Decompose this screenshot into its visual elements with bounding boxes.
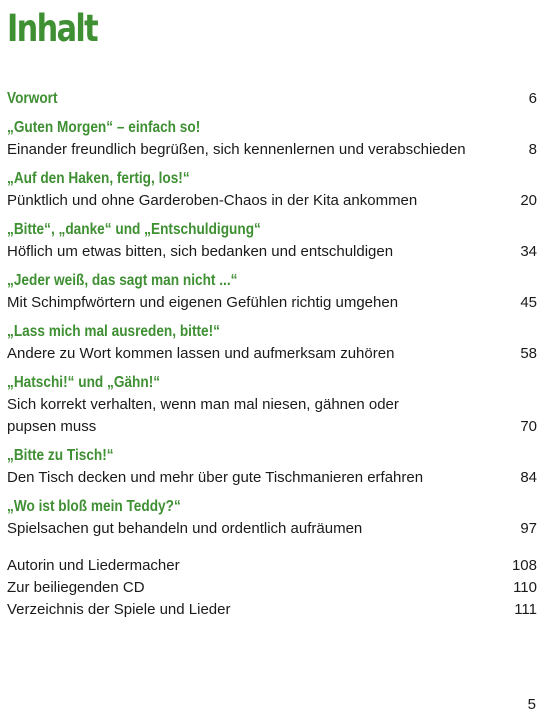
toc-extra-entry[interactable] — [7, 555, 537, 577]
section-spacer — [7, 547, 537, 555]
toc-page-number: 110 — [513, 579, 537, 596]
toc-entry[interactable] — [7, 372, 537, 438]
toc-entry[interactable] — [7, 270, 537, 314]
toc-entry[interactable] — [7, 219, 537, 263]
toc-description-line: Sich korrekt verhalten, wenn man mal niesen, gähnen oder — [7, 396, 399, 413]
toc-description: Pünktlich und ohne Garderoben-Chaos in der Kita ankommen — [7, 192, 418, 209]
toc-description: Höflich um etwas bitten, sich bedanken und entschuldigen — [7, 243, 394, 260]
toc-entry[interactable] — [7, 445, 537, 489]
toc-page-number: 111 — [514, 601, 537, 618]
toc-heading: „Bitte“, „danke“ und „Entschuldigung“ — [7, 221, 261, 238]
toc-entry[interactable] — [7, 168, 537, 212]
toc-description: Andere zu Wort kommen lassen und aufmerksam zuhören — [7, 345, 395, 362]
toc-extra-label: Autorin und Liedermacher — [7, 557, 180, 574]
toc-entry-vorwort[interactable] — [7, 88, 537, 110]
toc-description-line: pupsen muss — [7, 418, 97, 435]
toc-heading: „Jeder weiß, das sagt man nicht ...“ — [7, 272, 238, 289]
toc-entry[interactable] — [7, 321, 537, 365]
toc-page-number: 70 — [520, 418, 537, 435]
toc-heading: „Hatschi!“ und „Gähn!“ — [7, 374, 161, 391]
toc-heading: „Lass mich mal ausreden, bitte!“ — [7, 323, 221, 340]
toc-page-number: 97 — [520, 520, 537, 537]
toc-extra-label: Zur beiliegenden CD — [7, 579, 145, 596]
toc-page-number: 34 — [520, 243, 537, 260]
toc-description: Den Tisch decken und mehr über gute Tischmanieren erfahren — [7, 469, 424, 486]
toc-description: Spielsachen gut behandeln und ordentlich aufräumen — [7, 520, 363, 537]
toc-page-number: 45 — [520, 294, 537, 311]
toc-page-number: 6 — [528, 90, 537, 107]
toc-page-number: 58 — [520, 345, 537, 362]
toc-description: Mit Schimpfwörtern und eigenen Gefühlen richtig umgehen — [7, 294, 399, 311]
toc-extra-entry[interactable] — [7, 599, 537, 621]
toc-page-number: 84 — [520, 469, 537, 486]
page-title: Inhalt — [7, 7, 98, 50]
toc-description: Einander freundlich begrüßen, sich kennenlernen und verabschieden — [7, 141, 466, 158]
toc-extra-label: Verzeichnis der Spiele und Lieder — [7, 601, 231, 618]
toc-page-number: 8 — [528, 141, 537, 158]
toc-heading: „Wo ist bloß mein Teddy?“ — [7, 498, 181, 515]
toc-extra-entry[interactable] — [7, 577, 537, 599]
toc-entry[interactable] — [7, 117, 537, 161]
toc-heading: „Bitte zu Tisch!“ — [7, 447, 114, 464]
toc-page-number: 108 — [511, 557, 537, 574]
toc-heading: „Auf den Haken, fertig, los!“ — [7, 170, 190, 187]
toc-page-number: 20 — [520, 192, 537, 209]
table-of-contents — [7, 88, 537, 621]
toc-heading: Vorwort — [7, 90, 58, 107]
toc-entry[interactable] — [7, 496, 537, 540]
toc-heading: „Guten Morgen“ – einfach so! — [7, 119, 201, 136]
page-number: 5 — [527, 696, 536, 713]
